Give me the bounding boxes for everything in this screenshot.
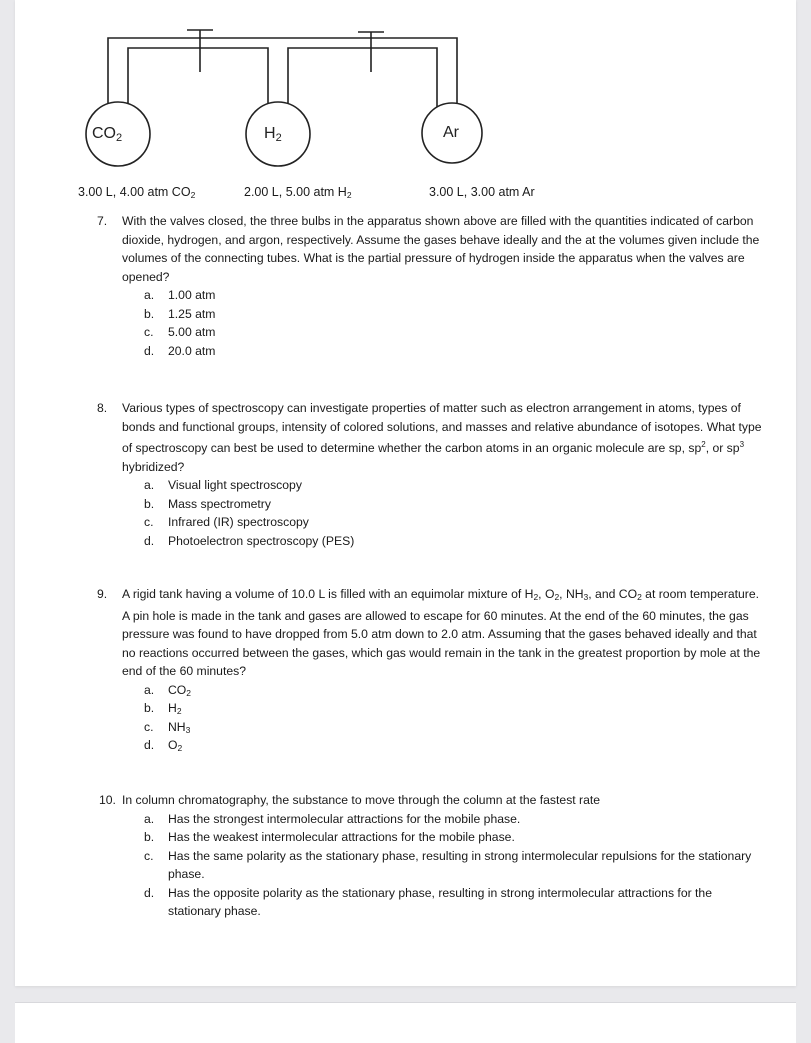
option-c: c. $NH_3$: [144, 719, 191, 735]
option-b: b. 1.25 atm: [144, 306, 216, 321]
bulb-label-h2: $H_2$: [264, 125, 282, 144]
question-8: [97, 399, 767, 550]
question-number: 7.: [97, 214, 108, 228]
worksheet-page: [15, 0, 796, 986]
option-a: a. 1.00 atm: [144, 288, 216, 302]
bulb-label-co2: $CO_2$: [92, 125, 123, 144]
option-b: b. $H_2$: [144, 701, 182, 716]
question-stem: With the valves closed, the three bulbs in the apparatus shown above are filled with the quantities indicated of carbon dioxide, hydrogen, and argon, respectively. Assume the gases behave ideally and the at the volumes given include the volumes of the connecting tubes. What is the partial pressure of hydrogen inside the apparatus when the valves are opened?: [122, 214, 760, 284]
answer-options: [107, 681, 767, 755]
option-a: a. Visual light spectroscopy: [144, 478, 302, 493]
option-a: a. Has the strongest intermolecular attractions for the mobile phase.: [144, 811, 521, 826]
caption-co2: 3.00 L, 4.00 atm $CO_2$: [78, 185, 196, 200]
question-stem: In column chromatography, the substance to move through the column at the fastest rate: [122, 793, 601, 807]
bulb-label-ar: Ar: [443, 124, 459, 141]
option-d: d. 20.0 atm: [144, 343, 216, 358]
option-a: a. $CO_2$: [144, 682, 192, 698]
question-10: [99, 791, 767, 921]
caption-h2: 2.00 L, 5.00 atm $H_2$: [244, 185, 352, 200]
question-stem: A rigid tank having a volume of 10.0 L is filled with an equimolar mixture of $H_2$, $O_2$, $NH_3$, and $CO_2$ at room temperature. A pin hole is made in the tank and gases are allowed to escape for 60 minutes. At the end of the 60 minutes, the gas pressure was found to have dropped from 5.0 atm down to 2.0 atm. Assuming that the gases behaved ideally and that no reactions occurred between the gases, which gas would remain in the tank in the greatest proportion by mole at the end of the 60 minutes?: [122, 587, 761, 678]
answer-options: [107, 286, 767, 360]
answer-options: [107, 810, 767, 921]
option-b: b. Has the weakest intermolecular attractions for the mobile phase.: [144, 830, 515, 844]
question-7: [97, 212, 767, 360]
option-c: c. 5.00 atm: [144, 325, 216, 339]
question-number: 10.: [99, 793, 116, 807]
inner-tube-right: [288, 48, 437, 118]
question-number: 9.: [97, 587, 108, 601]
option-b: b. Mass spectrometry: [144, 496, 271, 511]
answer-options: [107, 476, 767, 550]
option-d: d. Photoelectron spectroscopy (PES): [144, 533, 355, 548]
question-stem: Various types of spectroscopy can investigate properties of matter such as electron arrangement in atoms, types of bonds and functional groups, intensity of colored solutions, and masses and relative abundance of isotopes. What type of spectroscopy can best be used to determine whether the carbon atoms in an organic molecule are sp, $sp^2$, or $sp^3$ hybridized?: [122, 401, 762, 474]
option-c: c. Has the same polarity as the stationary phase, resulting in strong intermolecular repulsions for the stationary phase.: [144, 848, 752, 881]
question-9: [97, 585, 767, 755]
caption-ar: 3.00 L, 3.00 atm Ar: [429, 185, 535, 199]
inner-tube: [128, 48, 268, 118]
option-c: c. Infrared (IR) spectroscopy: [144, 515, 309, 530]
gas-apparatus-diagram: [15, 0, 796, 180]
question-number: 8.: [97, 401, 108, 415]
option-d: d. $O_2$: [144, 738, 183, 753]
next-page-edge: [15, 1002, 796, 1043]
option-d: d. Has the opposite polarity as the stationary phase, resulting in strong intermolecular attractions for the stationary phase.: [144, 885, 712, 918]
